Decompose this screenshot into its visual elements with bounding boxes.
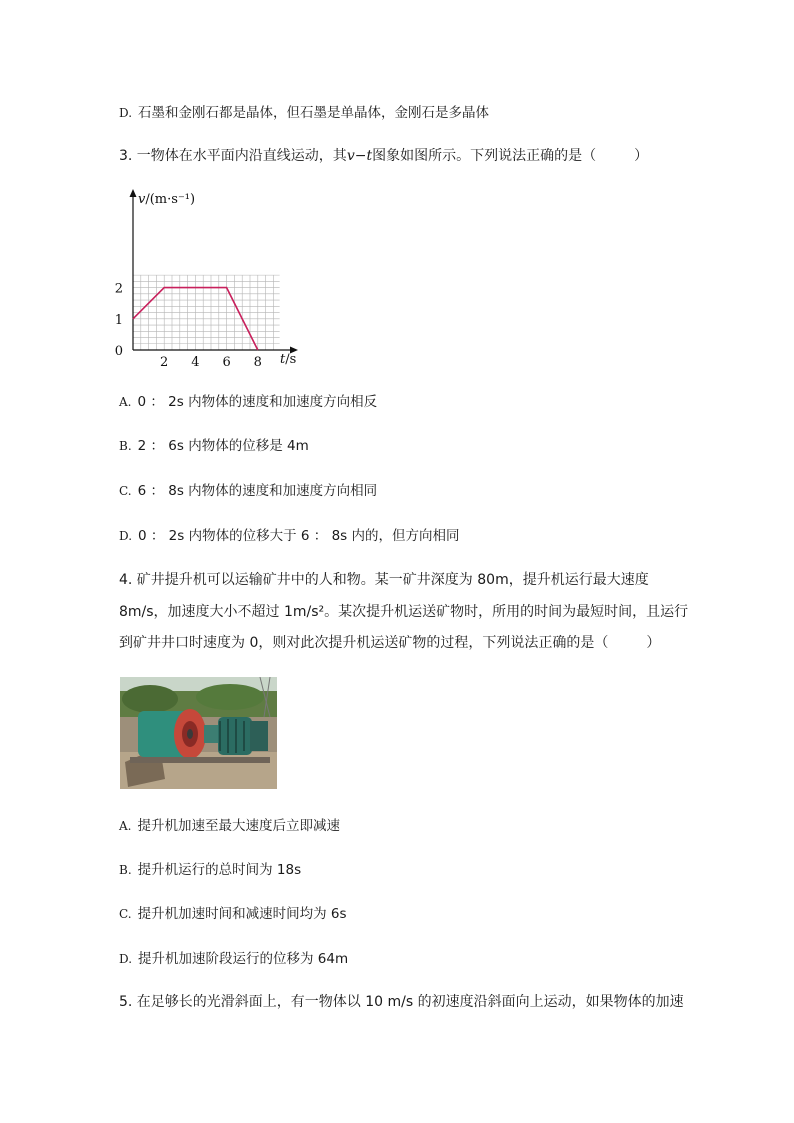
q3-stem-math: v−t [346,148,373,164]
mine-hoist-photo [120,677,277,789]
velocity-time-chart [112,186,312,372]
q4-option-a[interactable] [119,816,340,836]
q3-stem-text: 3. 一物体在水平面内沿直线运动，其 [119,148,347,164]
q3-stem [119,146,648,166]
option-letter: C. [119,907,132,921]
q4-option-c[interactable] [119,904,347,924]
q5-stem-line-1: 5. 在足够长的光滑斜面上，有一物体以 10 m/s 的初速度沿斜面向上运动，如果物体的加速 [119,994,684,1010]
q4-option-b[interactable] [119,860,301,880]
option-text: 6 ： 8s 内物体的速度和加速度方向相同 [137,483,378,499]
q4-stem-line-1: 4. 矿井提升机可以运输矿井中的人和物。某一矿井深度为 80m，提升机运行最大速度 [119,572,649,588]
option-text: 2 ： 6s 内物体的位移是 4m [137,438,309,454]
chart-ticks [115,282,262,370]
y-axis-arrow [130,189,137,197]
y-axis-label: v/(m·s⁻¹) [138,192,196,207]
q4-stem-close: ） [646,635,661,651]
option-letter: D. [119,952,133,966]
chart-grid [133,275,280,350]
y-tick-label: 1 [114,312,123,328]
x-axis-label: t/s [280,352,297,367]
q4-stem-line-3 [119,633,660,653]
option-letter: A. [119,395,132,409]
option-letter: B. [119,863,132,877]
option-letter: D. [119,106,133,120]
q3-stem-text-2: 图象如图所示。下列说法正确的是（ [372,148,597,164]
q3-option-b[interactable] [119,436,309,456]
option-text: 0 ： 2s 内物体的位移大于 6 ： 8s 内的，但方向相同 [138,528,460,544]
q3-stem-close: ） [634,148,649,164]
option-text: 提升机加速至最大速度后立即减速 [137,818,340,834]
option-letter: C. [119,484,132,498]
q2-option-d [119,103,489,123]
y-tick-label: 2 [114,281,123,297]
option-letter: A. [119,819,132,833]
x-tick-label: 4 [191,355,200,370]
x-tick-label: 6 [222,355,231,370]
x-tick-label: 8 [253,355,262,370]
option-letter: D. [119,529,133,543]
q4-stem-text: 到矿井井口时速度为 0，则对此次提升机运送矿物的过程，下列说法正确的是（ [119,635,609,651]
q3-option-a[interactable] [119,392,377,412]
q3-option-c[interactable] [119,481,377,501]
q3-option-d[interactable] [119,526,459,546]
x-tick-label: 2 [160,355,169,370]
q4-stem-line-2: 8m/s，加速度大小不超过 1m/s²。某次提升机运送矿物时，所用的时间为最短时间，且运行 [119,604,689,620]
option-text: 提升机加速时间和减速时间均为 6s [137,906,347,922]
q4-option-d[interactable] [119,949,348,969]
option-text: 0 ： 2s 内物体的速度和加速度方向相反 [137,394,378,410]
y-tick-label: 0 [114,344,123,359]
chart-axes [130,189,299,354]
option-text: 石墨和金刚石都是晶体，但石墨是单晶体，金刚石是多晶体 [138,105,490,121]
option-letter: B. [119,439,132,453]
option-text: 提升机加速阶段运行的位移为 64m [138,951,349,967]
option-text: 提升机运行的总时间为 18s [137,862,302,878]
